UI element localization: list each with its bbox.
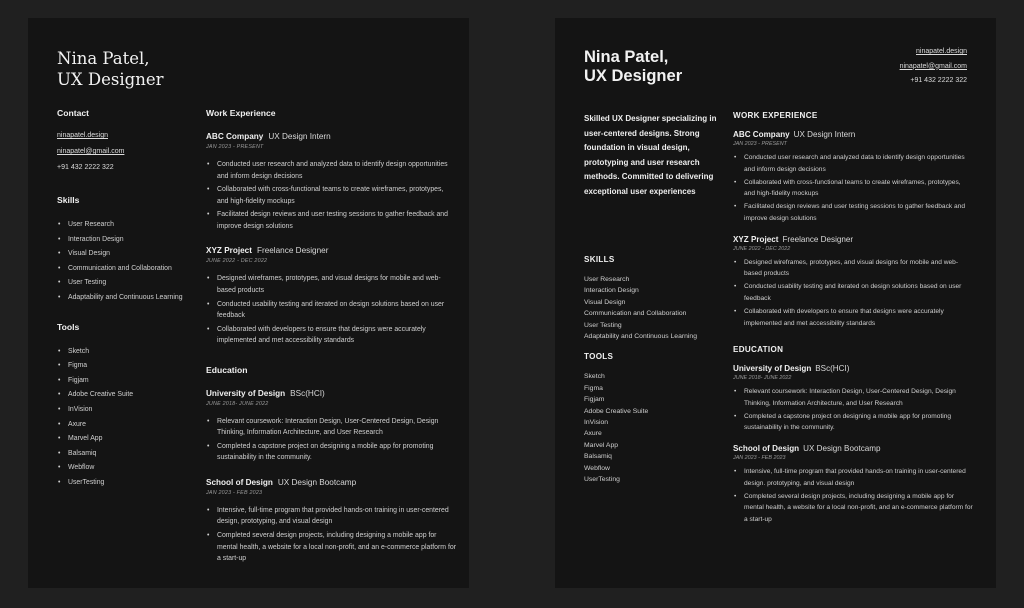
list-item: Balsamiq	[584, 453, 612, 461]
bullet-item: • Facilitated design reviews and user testing sessions to gather feedback and improve design solutions	[206, 209, 456, 232]
bullet-item: • Collaborated with developers to ensure that designs were accurately implemented and met accessibility standards	[733, 306, 973, 329]
resume-page-sans	[555, 18, 996, 588]
bullet-item: • Completed several design projects, including designing a mobile app for mental health, a website for a local non-profit, and an e-commerce platform for a start-up	[206, 530, 456, 565]
profile-summary: Skilled UX Designer specializing in user-centered designs. Strong foundation in visual design, prototyping and user research methods. Committed to delivering exceptional user experiences	[584, 114, 717, 196]
left-column	[584, 255, 734, 486]
skills-heading: Skills	[57, 195, 80, 205]
list-item: User Research	[584, 276, 630, 283]
list-item: Axure	[584, 430, 602, 438]
education-entry	[733, 364, 973, 434]
bullet-item: • Collaborated with cross-functional teams to create wireframes, prototypes, and high-fidelity mockups	[206, 184, 456, 207]
phone-number: +91 432 2222 322	[57, 164, 114, 171]
job-dates: JAN 2023 - PRESENT	[733, 141, 787, 147]
job-dates: JAN 2023 - PRESENT	[206, 144, 264, 150]
list-item: • InVision	[57, 404, 207, 415]
education-entry	[206, 478, 456, 565]
degree: BSc(HCI)	[815, 364, 850, 374]
list-item: • Figjam	[57, 375, 207, 386]
contact-block	[900, 48, 967, 92]
degree: UX Design Bootcamp	[803, 444, 881, 453]
bullet-item: • Intensive, full-time program that provided hands-on training in user-centered design. prototyping, and visual design	[733, 466, 973, 489]
education-bullets	[206, 416, 456, 464]
list-item: Figjam	[584, 396, 605, 404]
education-dates: JAN 2023 - FEB 2023	[733, 455, 786, 461]
bullet-item: • Relevant coursework: Interaction Design, User-Centered Design, Design Thinking, Information Architecture, and User Research	[733, 386, 973, 409]
bullet-item: • Completed a capstone project on designing a mobile app for promoting sustainability in the community.	[733, 411, 973, 434]
job-entry	[206, 132, 456, 232]
bullet-item: • Collaborated with developers to ensure that designs were accurately implemented and met accessibility standards	[206, 324, 456, 347]
job-role: Freelance Designer	[782, 234, 854, 244]
job-entry	[733, 130, 973, 225]
list-item: • Balsamiq	[57, 448, 207, 459]
list-item: • Marvel App	[57, 433, 207, 444]
education-bullets	[206, 505, 456, 565]
title-line: UX Designer	[57, 70, 164, 89]
list-item: • User Testing	[57, 277, 207, 288]
list-item: Marvel App	[584, 441, 619, 449]
list-item: UserTesting	[584, 476, 620, 484]
company-name: XYZ Project	[206, 246, 252, 256]
company-name: ABC Company	[206, 132, 264, 141]
school-name: University of Design	[206, 388, 286, 398]
list-item: User Testing	[584, 321, 622, 329]
name-line: Nina Patel,	[57, 49, 150, 68]
list-item: Sketch	[584, 373, 605, 381]
bullet-item: • Completed several design projects, including designing a mobile app for mental health, a website for a local non-profit, and an e-commerce platform for a start-up	[733, 491, 973, 526]
education-entry	[206, 389, 456, 464]
skills-heading: SKILLS	[584, 255, 615, 264]
tools-heading: Tools	[57, 321, 80, 332]
bullet-item: • Collaborated with cross-functional teams to create wireframes, prototypes, and high-fidelity mockups	[733, 177, 973, 200]
bullet-item: • Designed wireframes, prototypes, and visual designs for mobile and web-based products	[206, 273, 456, 296]
work-heading: Work Experience	[206, 108, 276, 118]
job-dates: JUNE 2022 - DEC 2022	[733, 245, 791, 252]
bullet-item: • Completed a capstone project on designing a mobile app for promoting sustainability in the community.	[206, 441, 456, 464]
job-entry	[733, 235, 973, 330]
list-item: • User Research	[57, 219, 207, 230]
company-name: XYZ Project	[733, 234, 779, 244]
job-bullets	[206, 159, 456, 232]
list-item: Webflow	[584, 464, 610, 472]
list-item: InVision	[584, 419, 609, 427]
school-name: School of Design	[206, 477, 273, 487]
job-bullets	[733, 152, 973, 225]
job-entry	[206, 246, 456, 346]
right-column	[206, 108, 456, 579]
bullet-item: • Conducted usability testing and iterated on design solutions based on user feedback	[206, 299, 456, 322]
list-item: • Interaction Design	[57, 234, 207, 245]
tools-list	[57, 346, 207, 488]
right-column	[733, 111, 973, 535]
tools-heading: TOOLS	[584, 352, 614, 362]
degree: UX Design Bootcamp	[277, 477, 357, 487]
contact-heading: Contact	[57, 108, 89, 118]
education-bullets	[733, 466, 973, 525]
education-heading: EDUCATION	[733, 345, 784, 355]
website-link[interactable]: ninapatel.design	[916, 48, 967, 55]
resume-page-serif	[28, 18, 469, 588]
school-name: School of Design	[733, 444, 800, 453]
tools-list	[584, 371, 734, 485]
job-bullets	[733, 257, 973, 330]
degree: BSc(HCI)	[290, 388, 325, 398]
resume-name	[57, 48, 163, 90]
list-item: • Adaptability and Continuous Learning	[57, 292, 207, 303]
list-item: Interaction Design	[584, 287, 639, 295]
education-dates: JUNE 2018- JUNE 2022	[206, 400, 269, 407]
skills-list	[57, 219, 207, 303]
bullet-item: • Relevant coursework: Interaction Design, User-Centered Design, Design Thinking, Information Architecture, and User Research	[206, 416, 456, 439]
list-item: • Webflow	[57, 462, 207, 473]
education-dates: JAN 2023 - FEB 2023	[206, 489, 263, 496]
left-column	[57, 108, 207, 492]
list-item: Adobe Creative Suite	[584, 407, 649, 415]
email-link[interactable]: ninapatel@gmail.com	[899, 62, 967, 70]
school-name: University of Design	[733, 364, 812, 374]
bullet-item: • Conducted user research and analyzed data to identify design opportunities and inform design decisions	[733, 152, 973, 175]
job-dates: JUNE 2022 - DEC 2022	[206, 258, 268, 265]
list-item: • Sketch	[57, 346, 207, 357]
list-item: • Figma	[57, 360, 207, 371]
contact-block	[57, 132, 207, 171]
list-item: Figma	[584, 384, 603, 392]
bullet-item: • Conducted user research and analyzed data to identify design opportunities and inform design decisions	[206, 159, 456, 182]
education-heading: Education	[206, 364, 248, 375]
list-item: • Visual Design	[57, 248, 207, 259]
name-line: Nina Patel,	[584, 48, 669, 66]
title-line: UX Designer	[584, 67, 683, 85]
phone-number: +91 432 2222 322	[910, 77, 967, 84]
list-item: • Adobe Creative Suite	[57, 389, 207, 400]
email-link[interactable]: ninapatel@gmail.com	[57, 148, 125, 155]
bullet-item: • Intensive, full-time program that provided hands-on training in user-centered design, prototyping, and visual design	[206, 505, 456, 528]
education-entry	[733, 444, 973, 525]
website-link[interactable]: ninapatel.design	[57, 132, 108, 139]
job-role: UX Design Intern	[793, 130, 856, 139]
bullet-item: • Designed wireframes, prototypes, and visual designs for mobile and web-based products	[733, 257, 973, 280]
list-item: • Communication and Collaboration	[57, 263, 207, 274]
list-item: Adaptability and Continuous Learning	[584, 333, 697, 341]
education-dates: JUNE 2018- JUNE 2022	[733, 375, 792, 382]
list-item: Visual Design	[584, 298, 626, 306]
job-bullets	[206, 273, 456, 346]
bullet-item: • Conducted usability testing and iterated on design solutions based on user feedback	[733, 281, 973, 304]
company-name: ABC Company	[733, 130, 790, 139]
education-bullets	[733, 386, 973, 434]
bullet-item: • Facilitated design reviews and user testing sessions to gather feedback and improve design solutions	[733, 201, 973, 224]
resume-name	[584, 48, 682, 86]
list-item: • Axure	[57, 419, 207, 430]
job-role: UX Design Intern	[268, 132, 331, 141]
list-item: Communication and Collaboration	[584, 310, 687, 318]
list-item: • UserTesting	[57, 477, 207, 488]
work-heading: WORK EXPERIENCE	[733, 111, 818, 120]
skills-list	[584, 274, 734, 342]
job-role: Freelance Designer	[256, 246, 329, 256]
